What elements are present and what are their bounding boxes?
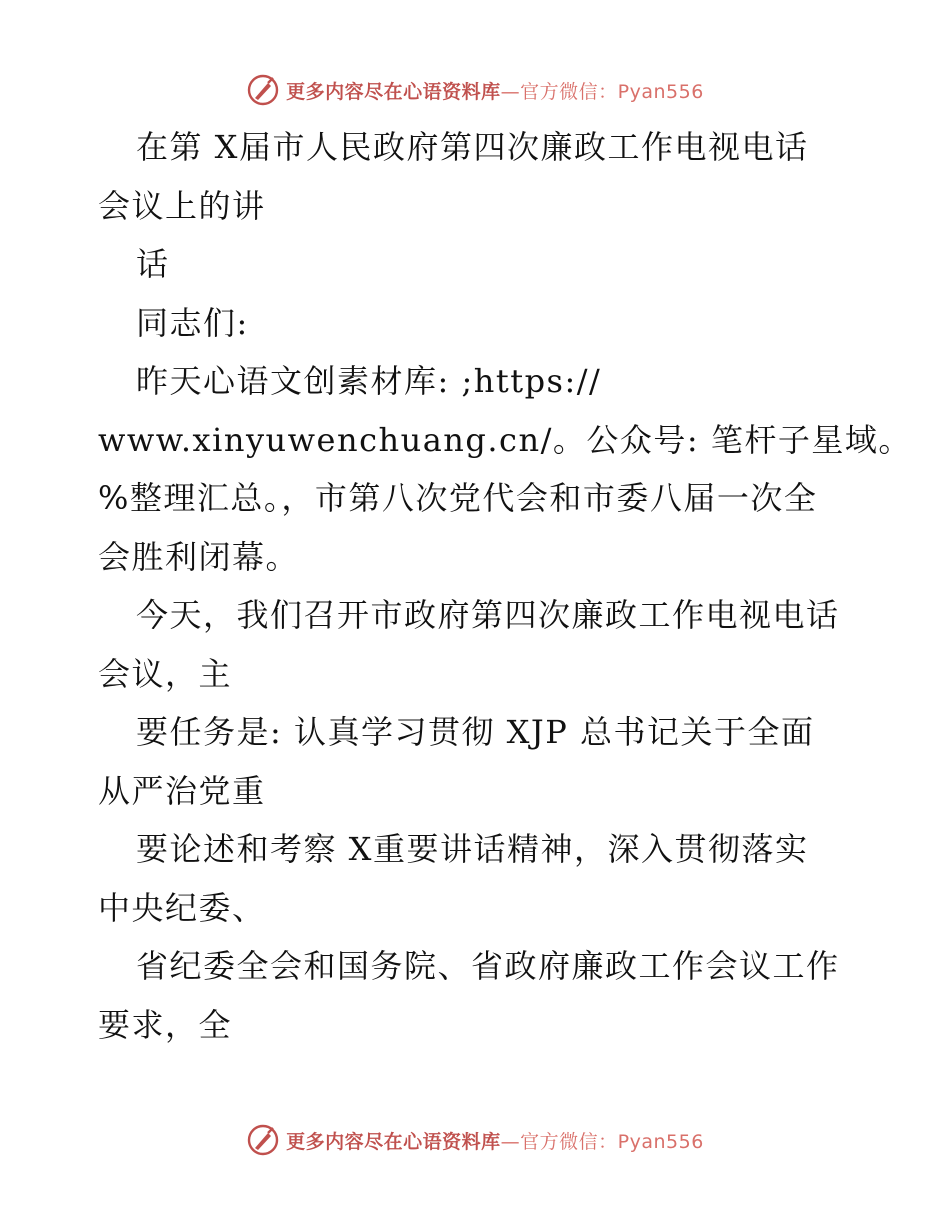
- pen-logo-icon: [246, 1123, 280, 1157]
- watermark-main-text: 更多内容尽在心语资料库: [286, 1130, 501, 1153]
- paragraph-3-line-1: 要任务是: 认真学习贯彻 XJP 总书记关于全面: [136, 713, 815, 751]
- paragraph-1-line-4: 会胜利闭幕。: [98, 537, 300, 576]
- pen-logo-icon: [246, 73, 280, 107]
- paragraph-4-line-2: 中央纪委、: [98, 888, 266, 927]
- paragraph-2-line-1: 今天，我们召开市政府第四次廉政工作电视电话: [136, 596, 840, 634]
- paragraph-5-line-2: 要求，全: [98, 1005, 233, 1044]
- title-line-2: 会议上的讲: [98, 186, 266, 225]
- title-line-1: 在第 X届市人民政府第四次廉政工作电视电话: [136, 128, 809, 166]
- paragraph-1-line-2: www.xinyuwenchuang.cn/。公众号: 笔杆子星域。: [98, 420, 912, 459]
- header-watermark: [0, 70, 950, 110]
- watermark-main-text: 更多内容尽在心语资料库: [286, 80, 501, 103]
- paragraph-1-line-1: 昨天心语文创素材库: ;https://: [136, 362, 602, 400]
- title-line-3: 话: [136, 245, 170, 283]
- document-body: [98, 118, 912, 1054]
- paragraph-5-line-1: 省纪委全会和国务院、省政府廉政工作会议工作: [136, 947, 840, 985]
- paragraph-3-line-2: 从严治党重: [98, 771, 266, 810]
- salutation: 同志们:: [136, 303, 249, 342]
- paragraph-1-line-3: %整理汇总。，市第八次党代会和市委八届一次全: [98, 479, 818, 517]
- paragraph-2-line-2: 会议，主: [98, 654, 233, 693]
- footer-watermark: [0, 1120, 950, 1160]
- paragraph-4-line-1: 要论述和考察 X重要讲话精神，深入贯彻落实: [136, 830, 809, 868]
- watermark-sub-text: —官方微信：Pyan556: [500, 1130, 704, 1153]
- watermark-sub-text: —官方微信：Pyan556: [500, 80, 704, 103]
